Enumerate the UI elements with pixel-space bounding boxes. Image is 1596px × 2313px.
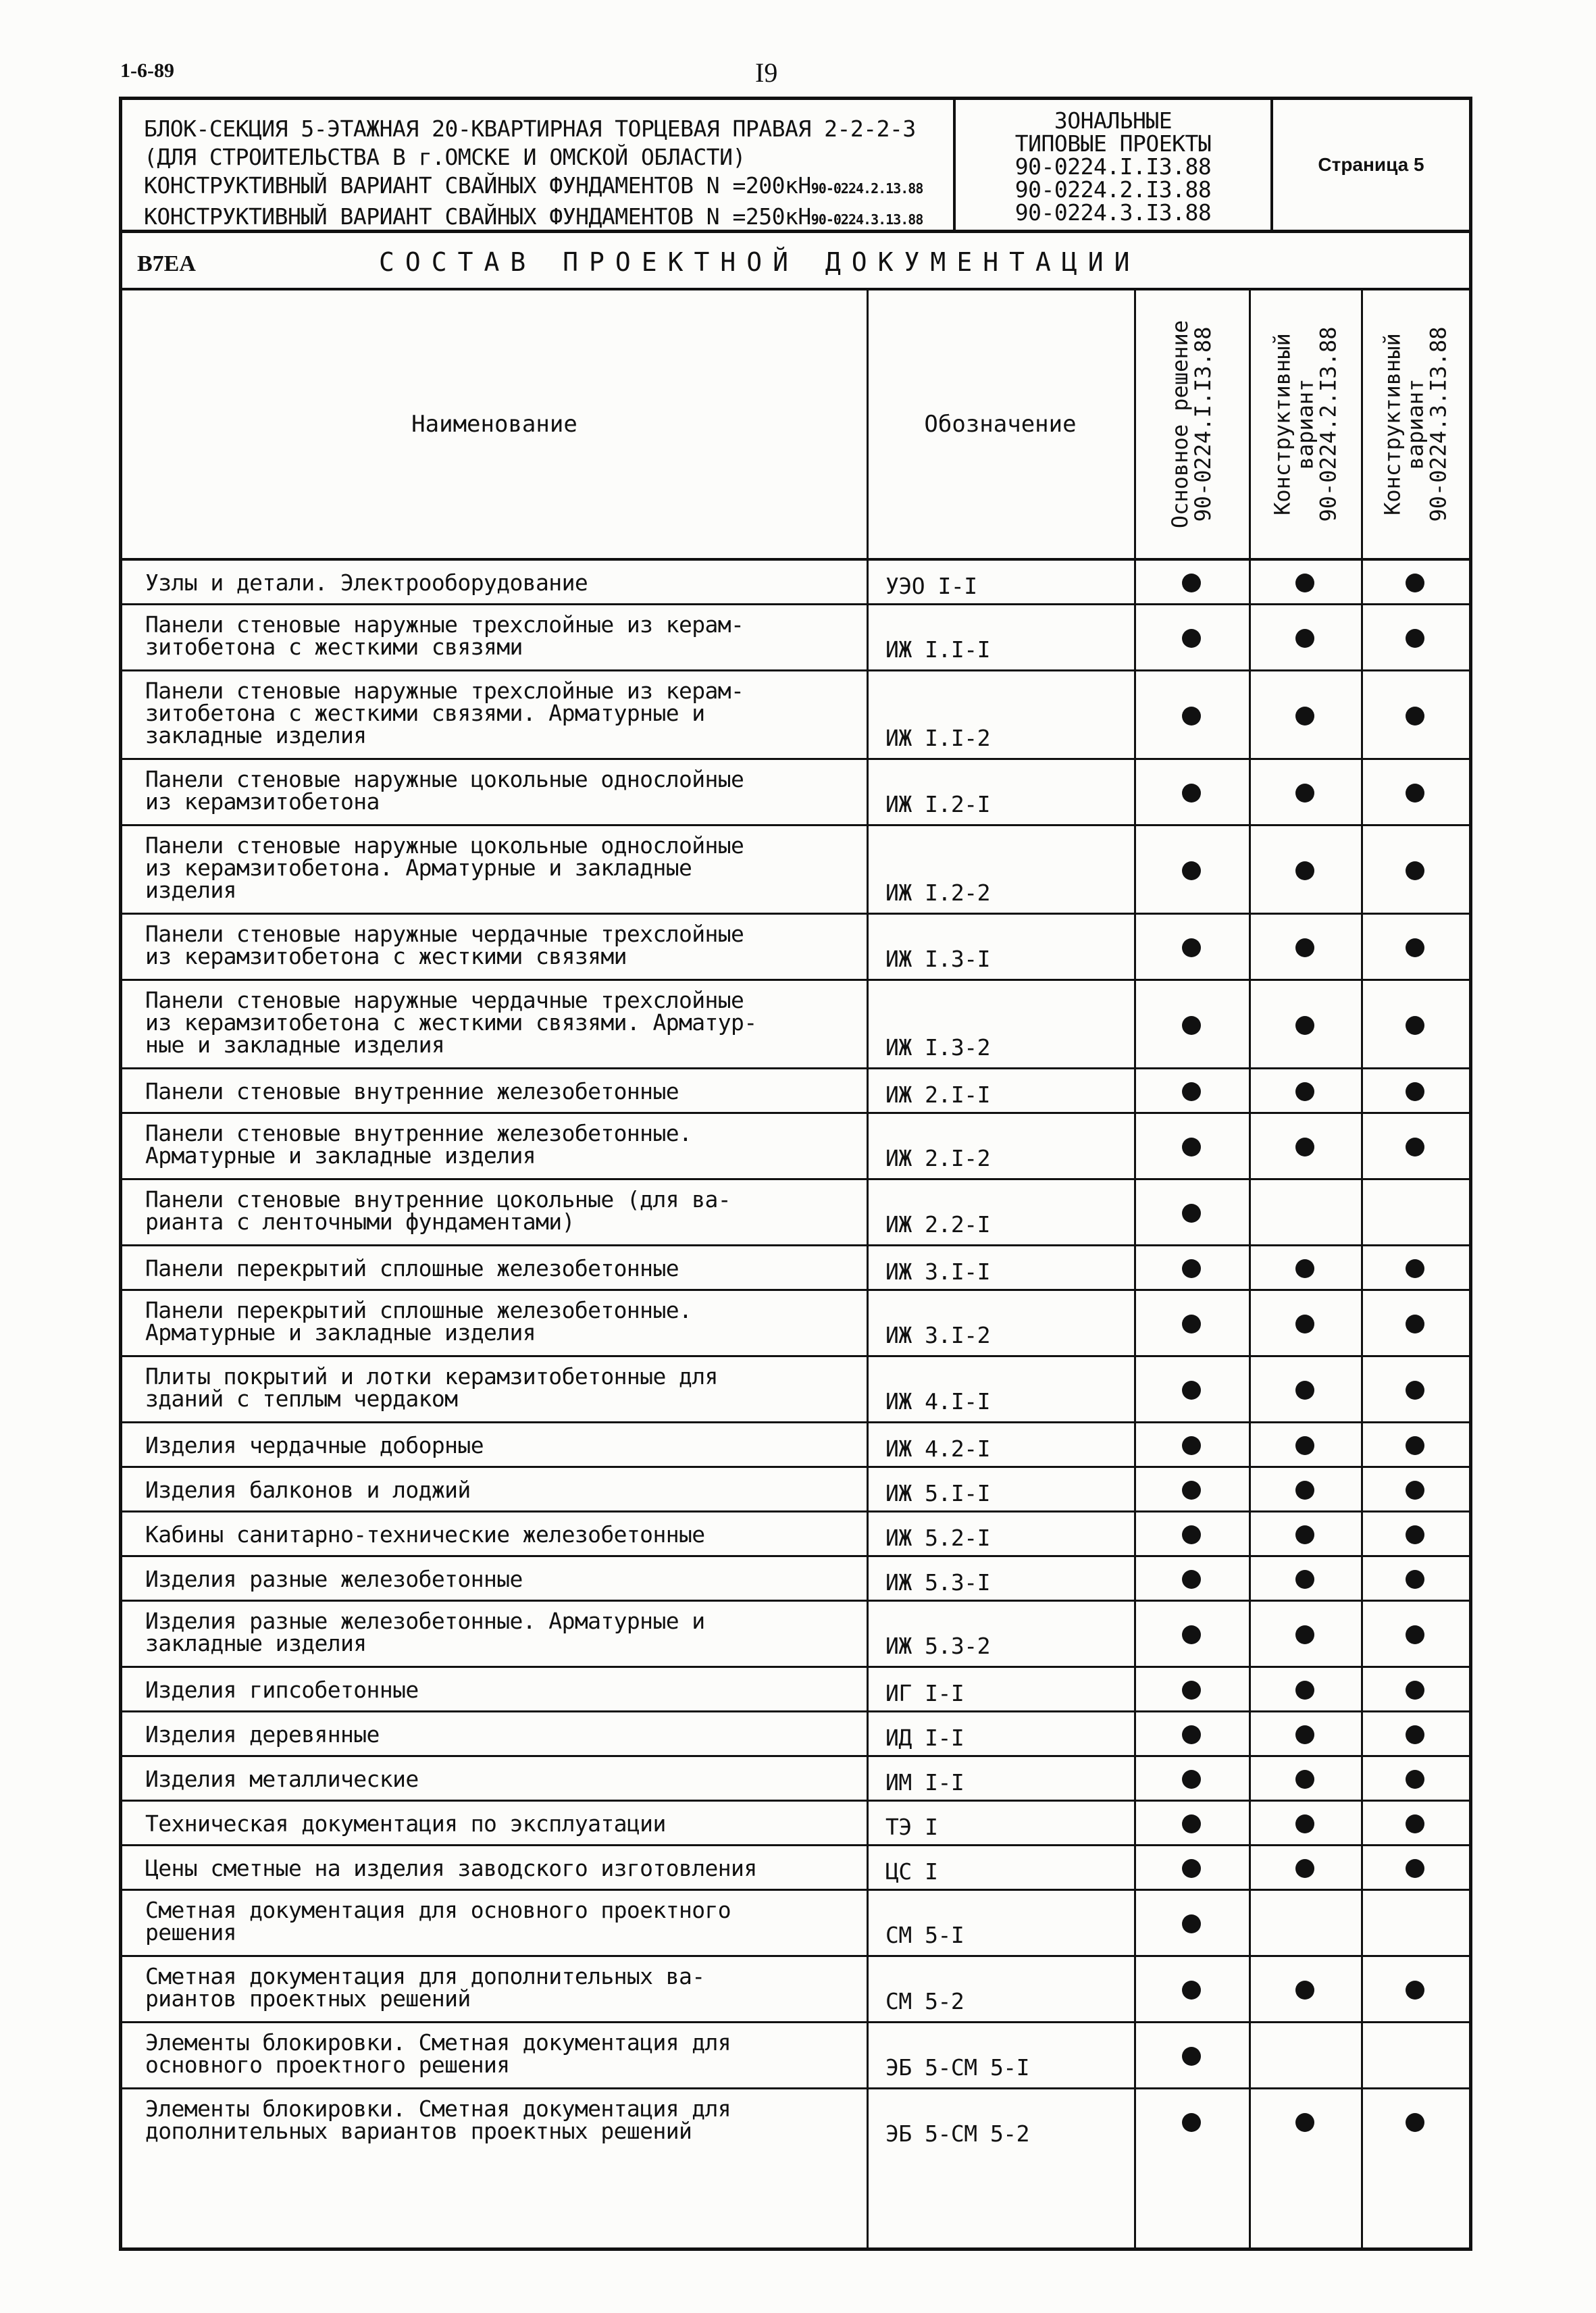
title-line-1: БЛОК-СЕКЦИЯ 5-ЭТАЖНАЯ 20-КВАРТИРНАЯ ТОРЦЕВАЯ ПРАВАЯ 2-2-2-3: [144, 116, 916, 142]
inclusion-dot: [1182, 1981, 1201, 2000]
document-name: Узлы и детали. Электрооборудование: [145, 569, 588, 596]
inclusion-dot: [1295, 1481, 1314, 1500]
column-header-variant-1: Основное решение 90-0224.I.I3.88: [1167, 320, 1216, 529]
document-designation: СМ 5-2: [885, 1988, 964, 2014]
document-name: Панели стеновые наружные трехслойные из керам- зитобетона с жесткими связями. Арматурные и закладные изделия: [145, 678, 744, 748]
document-designation: ИМ I-I: [885, 1769, 964, 1796]
table-row: [122, 915, 1469, 981]
document-name: Плиты покрытий и лотки керамзитобетонные для зданий с теплым чердаком: [145, 1363, 718, 1412]
document-designation: ИЖ I.3-2: [885, 1034, 990, 1061]
table-row: [122, 760, 1469, 826]
document-name: Изделия разные железобетонные: [145, 1566, 523, 1592]
inclusion-dot: [1295, 1381, 1314, 1400]
document-designation: ИЖ 2.2-I: [885, 1211, 990, 1238]
inclusion-dot: [1406, 1481, 1424, 1500]
inclusion-dot: [1406, 1138, 1424, 1156]
inclusion-dot: [1295, 2113, 1314, 2132]
projects-line-2: ТИПОВЫЕ ПРОЕКТЫ: [1014, 130, 1212, 157]
table-row: [122, 605, 1469, 671]
inclusion-dot: [1295, 1436, 1314, 1455]
document-name: Изделия деревянные: [145, 1721, 380, 1748]
inclusion-dot: [1182, 1138, 1201, 1156]
document-name: Кабины санитарно-технические железобетонные: [145, 1521, 705, 1548]
inclusion-dot: [1295, 629, 1314, 648]
table-row: [122, 1513, 1469, 1557]
inclusion-dot: [1295, 574, 1314, 592]
inclusion-dot: [1182, 1770, 1201, 1789]
inclusion-dot: [1295, 1259, 1314, 1278]
table-row: [122, 1846, 1469, 1891]
inclusion-dot: [1406, 938, 1424, 957]
inclusion-dot: [1182, 1259, 1201, 1278]
inclusion-dot: [1406, 1016, 1424, 1035]
title-block: [119, 97, 1472, 233]
table-row: [122, 981, 1469, 1069]
document-name: Изделия гипсобетонные: [145, 1677, 419, 1703]
column-header-variant-2: Конструктивный вариант 90-0224.2.I3.88: [1269, 326, 1341, 522]
document-name: Панели стеновые наружные цокольные однослойные из керамзитобетона: [145, 766, 744, 815]
document-designation: ИЖ 4.2-I: [885, 1435, 990, 1462]
inclusion-dot: [1182, 1082, 1201, 1101]
table-row: [122, 1357, 1469, 1423]
inclusion-dot: [1182, 1814, 1201, 1833]
inclusion-dot: [1182, 1725, 1201, 1744]
inclusion-dot: [1182, 1204, 1201, 1223]
table-row: [122, 1423, 1469, 1468]
inclusion-dot: [1182, 707, 1201, 726]
table-row: [122, 1069, 1469, 1114]
inclusion-dot: [1406, 1770, 1424, 1789]
inclusion-dot: [1406, 707, 1424, 726]
inclusion-dot: [1295, 1138, 1314, 1156]
document-designation: ЦС I: [885, 1858, 938, 1885]
inclusion-dot: [1182, 1570, 1201, 1589]
document-name: Панели стеновые внутренние железобетонные: [145, 1078, 679, 1104]
section-row: [122, 230, 1469, 290]
inclusion-dot: [1406, 1625, 1424, 1644]
table-row: [122, 1712, 1469, 1757]
projects-line-1: ЗОНАЛЬНЫЕ: [1054, 107, 1173, 134]
inclusion-dot: [1182, 574, 1201, 592]
inclusion-dot: [1182, 1481, 1201, 1500]
inclusion-dot: [1182, 1525, 1201, 1544]
document-name: Панели стеновые наружные чердачные трехслойные из керамзитобетона с жесткими связями: [145, 921, 744, 969]
column-header-name: Наименование: [411, 411, 577, 438]
column-header-variant-3: Конструктивный вариант 90-0224.3.I3.88: [1379, 326, 1451, 522]
section-title: СОСТАВ ПРОЕКТНОЙ ДОКУМЕНТАЦИИ: [379, 247, 1141, 277]
document-designation: ИЖ 3.I-I: [885, 1259, 990, 1285]
document-designation: ИЖ 4.I-I: [885, 1388, 990, 1415]
title-line-3-code: 90-0224.2.13.88: [810, 180, 923, 197]
document-designation: ИЖ 3.I-2: [885, 1322, 990, 1348]
inclusion-dot: [1182, 2113, 1201, 2132]
inclusion-dot: [1406, 1315, 1424, 1333]
inclusion-dot: [1406, 1681, 1424, 1700]
title-line-4-code: 90-0224.3.13.88: [810, 211, 923, 228]
document-designation: ИЖ I.I-I: [885, 636, 990, 663]
inclusion-dot: [1295, 1016, 1314, 1035]
table-row: [122, 1468, 1469, 1513]
inclusion-dot: [1182, 861, 1201, 880]
document-name: Панели перекрытий сплошные железобетонные: [145, 1255, 679, 1281]
inclusion-dot: [1295, 1725, 1314, 1744]
table-row: [122, 1668, 1469, 1712]
document-name: Изделия балконов и лоджий: [145, 1477, 471, 1503]
document-name: Панели стеновые наружные цокольные однослойные из керамзитобетона. Арматурные и закладные изделия: [145, 832, 744, 903]
projects-line-4: 90-0224.2.I3.88: [1014, 176, 1212, 203]
inclusion-dot: [1295, 707, 1314, 726]
title-block-description: [122, 100, 956, 230]
document-designation: ИЖ 5.I-I: [885, 1480, 990, 1506]
table-row: [122, 1114, 1469, 1180]
inclusion-dot: [1182, 1914, 1201, 1933]
projects-line-3: 90-0224.I.I3.88: [1014, 153, 1212, 180]
title-line-2: (ДЛЯ СТРОИТЕЛЬСТВА В г.ОМСКЕ И ОМСКОЙ ОБЛАСТИ): [144, 144, 746, 170]
inclusion-dot: [1295, 1315, 1314, 1333]
document-name: Панели стеновые наружные чердачные трехслойные из керамзитобетона с жесткими связями. Арматур- ные и закладные изделия: [145, 987, 757, 1058]
inclusion-dot: [1406, 1259, 1424, 1278]
document-designation: ЭБ 5-СМ 5-2: [885, 2120, 1030, 2147]
inclusion-dot: [1295, 1082, 1314, 1101]
table-row: [122, 1891, 1469, 1957]
document-designation: ИЖ I.3-I: [885, 946, 990, 972]
table-row: [122, 1180, 1469, 1246]
inclusion-dot: [1406, 1525, 1424, 1544]
document-name: Панели перекрытий сплошные железобетонные. Арматурные и закладные изделия: [145, 1297, 692, 1346]
table-row: [122, 2023, 1469, 2089]
table-row: [122, 1957, 1469, 2023]
document-name: Изделия металлические: [145, 1766, 419, 1792]
document-code: 1-6-89: [120, 59, 174, 82]
zonal-projects-cell: [956, 100, 1273, 230]
inclusion-dot: [1295, 1859, 1314, 1878]
inclusion-dot: [1406, 1381, 1424, 1400]
document-designation: ИЖ 5.2-I: [885, 1525, 990, 1551]
inclusion-dot: [1295, 1570, 1314, 1589]
document-designation: УЭО I-I: [885, 573, 977, 599]
inclusion-dot: [1182, 2047, 1201, 2066]
inclusion-dot: [1295, 1814, 1314, 1833]
document-name: Панели стеновые внутренние цокольные (для ва- рианта с ленточными фундаментами): [145, 1186, 731, 1235]
document-name: Изделия разные железобетонные. Арматурные и закладные изделия: [145, 1608, 705, 1656]
document-designation: ИД I-I: [885, 1725, 964, 1751]
document-name: Элементы блокировки. Сметная документация для дополнительных вариантов проектных решений: [145, 2095, 731, 2144]
document-designation: ТЭ I: [885, 1814, 938, 1840]
table-row: [122, 1557, 1469, 1602]
sheet-page-label: Страница 5: [1318, 154, 1424, 175]
page-number: I9: [755, 57, 778, 88]
title-line-3: КОНСТРУКТИВНЫЙ ВАРИАНТ СВАЙНЫХ ФУНДАМЕНТОВ N =200кН90-0224.2.13.88: [144, 172, 923, 199]
column-header-designation: Обозначение: [924, 411, 1077, 438]
inclusion-dot: [1295, 938, 1314, 957]
document-designation: ИЖ 5.3-I: [885, 1569, 990, 1596]
table-row: [122, 826, 1469, 915]
table-row: [122, 671, 1469, 760]
table-row: [122, 1246, 1469, 1291]
document-name: Изделия чердачные доборные: [145, 1432, 484, 1458]
table-row: [122, 1291, 1469, 1357]
document-designation: ИЖ I.I-2: [885, 725, 990, 751]
document-name: Панели стеновые наружные трехслойные из керам- зитобетона с жесткими связями: [145, 611, 744, 660]
inclusion-dot: [1295, 861, 1314, 880]
document-name: Сметная документация для основного проектного решения: [145, 1897, 731, 1946]
document-designation: ИЖ 2.I-2: [885, 1145, 990, 1171]
inclusion-dot: [1406, 2113, 1424, 2132]
document-name: Сметная документация для дополнительных ва- риантов проектных решений: [145, 1963, 705, 2012]
title-line-4: КОНСТРУКТИВНЫЙ ВАРИАНТ СВАЙНЫХ ФУНДАМЕНТОВ N =250кН90-0224.3.13.88: [144, 203, 923, 230]
inclusion-dot: [1182, 1315, 1201, 1333]
inclusion-dot: [1295, 1981, 1314, 2000]
table-body: [122, 561, 1469, 2156]
inclusion-dot: [1406, 1436, 1424, 1455]
document-designation: ЭБ 5-СМ 5-I: [885, 2054, 1030, 2081]
inclusion-dot: [1295, 1770, 1314, 1789]
section-code: В7ЕА: [137, 251, 196, 276]
table-row: [122, 1802, 1469, 1846]
inclusion-dot: [1182, 1436, 1201, 1455]
inclusion-dot: [1182, 1859, 1201, 1878]
document-designation: ИЖ I.2-2: [885, 880, 990, 906]
document-designation: ИГ I-I: [885, 1680, 964, 1706]
inclusion-dot: [1406, 784, 1424, 803]
document-designation: СМ 5-I: [885, 1922, 964, 1948]
inclusion-dot: [1406, 1725, 1424, 1744]
inclusion-dot: [1182, 784, 1201, 803]
inclusion-dot: [1406, 861, 1424, 880]
inclusion-dot: [1406, 1814, 1424, 1833]
inclusion-dot: [1182, 1681, 1201, 1700]
inclusion-dot: [1295, 1681, 1314, 1700]
inclusion-dot: [1182, 629, 1201, 648]
inclusion-dot: [1406, 1082, 1424, 1101]
inclusion-dot: [1295, 1525, 1314, 1544]
inclusion-dot: [1406, 1859, 1424, 1878]
document-name: Панели стеновые внутренние железобетонные. Арматурные и закладные изделия: [145, 1120, 692, 1169]
table-row: [122, 2089, 1469, 2156]
document-designation: ИЖ 2.I-I: [885, 1082, 990, 1108]
table-row: [122, 1757, 1469, 1802]
inclusion-dot: [1295, 1625, 1314, 1644]
table-row: [122, 561, 1469, 605]
inclusion-dot: [1406, 629, 1424, 648]
documentation-table: [119, 230, 1472, 2251]
inclusion-dot: [1406, 574, 1424, 592]
document-name: Техническая документация по эксплуатации: [145, 1810, 666, 1837]
projects-line-5: 90-0224.3.I3.88: [1014, 199, 1212, 226]
inclusion-dot: [1406, 1570, 1424, 1589]
table-row: [122, 1602, 1469, 1668]
document-designation: ИЖ I.2-I: [885, 791, 990, 817]
inclusion-dot: [1182, 1381, 1201, 1400]
inclusion-dot: [1182, 938, 1201, 957]
table-column-headers: [122, 290, 1469, 561]
inclusion-dot: [1182, 1625, 1201, 1644]
document-name: Элементы блокировки. Сметная документация для основного проектного решения: [145, 2029, 731, 2078]
inclusion-dot: [1406, 1981, 1424, 2000]
document-name: Цены сметные на изделия заводского изготовления: [145, 1855, 757, 1881]
inclusion-dot: [1295, 784, 1314, 803]
inclusion-dot: [1182, 1016, 1201, 1035]
document-designation: ИЖ 5.3-2: [885, 1633, 990, 1659]
